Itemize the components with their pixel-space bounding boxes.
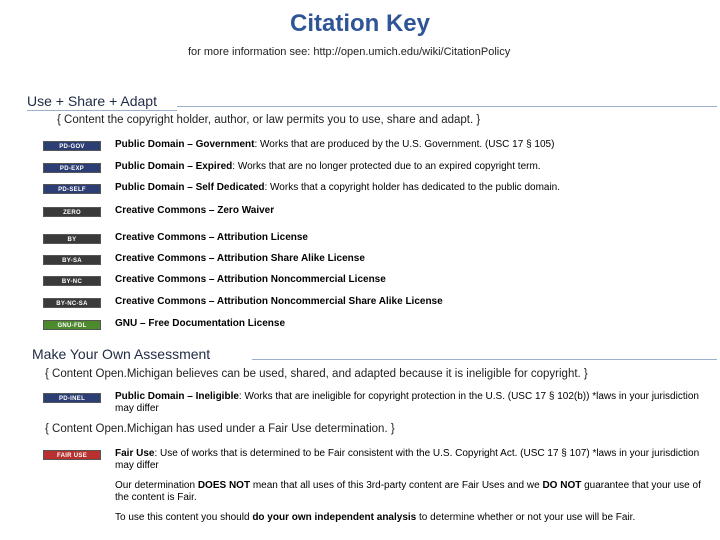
fair-use-instruction: To use this content you should do your own independent analysis to determine whether or not your use will be Fair.	[115, 512, 636, 523]
gnu-fdl-badge-icon: GNU-FDL	[43, 320, 101, 330]
item-description: Public Domain – Ineligible: Works that are ineligible for copyright protection in the U.S. (USC 17 § 102(b)) *laws in your jurisdiction may differ	[115, 391, 699, 414]
item-description: Public Domain – Government: Works that are produced by the U.S. Government. (USC 17 § 105)	[115, 139, 555, 150]
pd-exp-badge-icon: PD-EXP	[43, 163, 101, 173]
cc-by-nc-sa-badge-icon: BY-NC-SA	[43, 298, 101, 308]
section-divider-right	[177, 106, 717, 107]
cc-by-badge-icon: BY	[43, 234, 101, 244]
cc-by-sa-badge-icon: BY-SA	[43, 255, 101, 265]
item-description: Creative Commons – Attribution Noncommercial License	[115, 274, 386, 285]
item-description: Public Domain – Self Dedicated: Works that a copyright holder has dedicated to the public domain.	[115, 182, 561, 193]
section1-note: { Content the copyright holder, author, or law permits you to use, share and adapt. }	[57, 114, 481, 126]
section-heading-own-assessment: Make Your Own Assessment	[32, 346, 211, 362]
item-description: Creative Commons – Zero Waiver	[115, 205, 275, 216]
section2-note-ineligible: { Content Open.Michigan believes can be used, shared, and adapted because it is ineligible for copyright. }	[45, 368, 588, 380]
section-divider	[27, 110, 177, 111]
item-description: Fair Use: Use of works that is determined to be Fair consistent with the U.S. Copyright Act. (USC 17 § 107) *laws in your jurisdiction may differ	[115, 448, 700, 471]
section2-note-fair-use: { Content Open.Michigan has used under a Fair Use determination. }	[45, 423, 395, 435]
item-description: GNU – Free Documentation License	[115, 318, 286, 329]
section-heading-use-share-adapt: Use + Share + Adapt	[27, 93, 157, 109]
item-description: Public Domain – Expired: Works that are no longer protected due to an expired copyright term.	[115, 161, 541, 172]
pd-self-badge-icon: PD-SELF	[43, 184, 101, 194]
cc-by-nc-badge-icon: BY-NC	[43, 276, 101, 286]
pd-gov-badge-icon: PD-GOV	[43, 141, 101, 151]
section-divider-right-2	[252, 359, 717, 360]
item-description: Creative Commons – Attribution Share Alike License	[115, 253, 365, 264]
cc-zero-badge-icon: ZERO	[43, 207, 101, 217]
pd-inel-badge-icon: PD-INEL	[43, 393, 101, 403]
page-title: Citation Key	[289, 10, 430, 37]
item-description: Creative Commons – Attribution License	[115, 232, 308, 243]
item-description: Creative Commons – Attribution Noncommercial Share Alike License	[115, 296, 443, 307]
fair-use-disclaimer: Our determination DOES NOT mean that all uses of this 3rd-party content are Fair Uses and we DO NOT guarantee that your use of the content is Fair.	[115, 480, 701, 503]
fair-use-badge-icon: FAIR USE	[43, 450, 101, 460]
subtitle-link[interactable]: for more information see: http://open.umich.edu/wiki/CitationPolicy	[188, 46, 511, 58]
